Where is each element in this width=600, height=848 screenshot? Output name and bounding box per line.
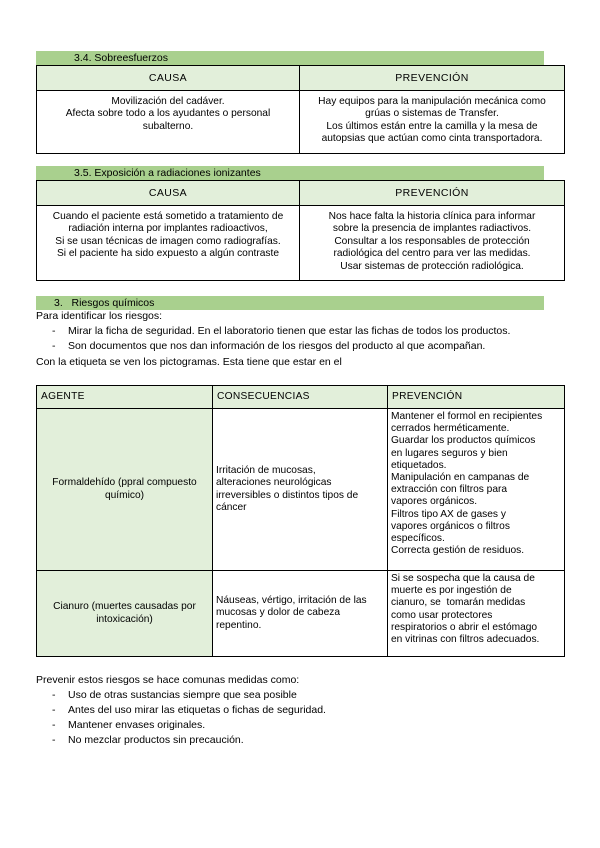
prevencion-line: Guardar los productos químicos (391, 435, 536, 447)
prevencion-line: Manipulación en campanas de (391, 472, 530, 484)
list-item: - Mirar la ficha de seguridad. En el laboratorio tienen que estar las fichas de todos los productos. (36, 324, 510, 339)
section-3-title: 3. Riesgos químicos (54, 297, 155, 309)
prevencion-cell (388, 571, 565, 657)
agente-line: Cianuro (muertes causadas por (53, 601, 196, 613)
agente-cell (37, 571, 213, 657)
prevencion-line: etiquetados. (391, 459, 447, 471)
list-item: - Uso de otras sustancias siempre que sea posible (36, 688, 326, 703)
consecuencias-line: alteraciones neurológicas (216, 477, 332, 489)
causa-header: CAUSA (37, 181, 300, 206)
causa-cell (37, 206, 300, 281)
prevencion-line: específicos. (391, 533, 445, 545)
table-row (37, 571, 565, 657)
causa-line: radiación interna por implantes radioactivos, (68, 223, 268, 235)
causa-line: Afecta sobre todo a los ayudantes o personal (65, 108, 271, 120)
list-item: - Mantener envases originales. (36, 718, 326, 733)
sobreesfuerzos-table (36, 65, 565, 154)
section-3-title-band (36, 296, 544, 310)
list-item: - No mezclar productos sin precaución. (36, 733, 326, 748)
agentes-table (36, 385, 565, 657)
prevencion-header: PREVENCIÓN (300, 181, 565, 206)
consecuencias-cell (213, 571, 388, 657)
consecuencias-line: irreversibles o distintos tipos de (216, 489, 359, 501)
prevencion-cell (388, 409, 565, 571)
prevencion-header: PREVENCIÓN (388, 386, 565, 409)
causa-line: Si el paciente ha sido expuesto a algún contraste (56, 248, 279, 260)
causa-line: Movilización del cadáver. (111, 96, 225, 107)
radiaciones-table (36, 180, 565, 281)
section-3-5-title: 3.5. Exposición a radiaciones ionizantes (74, 167, 261, 179)
agente-cell (37, 409, 213, 571)
prevencion-line: grúas o sistemas de Transfer. (365, 108, 499, 120)
prevencion-cell (300, 91, 565, 154)
section-3-4-title-band (36, 51, 544, 65)
consecuencias-line: mucosas y dolor de cabeza (216, 607, 341, 619)
consecuencias-line: repentino. (216, 619, 262, 631)
causa-line: Cuando el paciente está sometido a tratamiento de (52, 211, 284, 222)
prevencion-line: Consultar a los responsables de protección (334, 235, 530, 247)
prevencion-line: en lugares seguros y bien (391, 447, 508, 459)
list-item: - Son documentos que nos dan información de los riesgos del producto al que acompañan. (36, 339, 510, 354)
agente-header: AGENTE (37, 386, 213, 409)
list-item: - Antes del uso mirar las etiquetas o fichas de seguridad. (36, 703, 326, 718)
prevencion-line: extracción con filtros para (391, 484, 508, 496)
prevencion-line: muerte es por ingestión de (391, 585, 512, 597)
prevencion-line: Los últimos están entre la camilla y la mesa de (326, 120, 538, 132)
prevencion-line: cianuro, se tomarán medidas (391, 597, 526, 609)
prevencion-line: como usar protectores (391, 609, 493, 621)
agente-line: químico) (104, 489, 145, 501)
causa-header: CAUSA (37, 66, 300, 91)
table-row (37, 409, 565, 571)
prevencion-line: vapores orgánicos o filtros (391, 520, 510, 532)
identify-list (36, 324, 510, 354)
prevencion-line: Hay equipos para la manipulación mecánica como (318, 96, 546, 107)
section-3-4-title: 3.4. Sobreesfuerzos (74, 52, 168, 64)
section-3-5-title-band (36, 166, 544, 180)
prevencion-line: autopsias que actúan como cinta transportadora. (321, 133, 543, 145)
agente-line: Formaldehído (ppral compuesto (52, 477, 197, 489)
closing-intro: Prevenir estos riesgos se hace comunas medidas como: (36, 674, 300, 686)
prevencion-cell (300, 206, 565, 281)
prevencion-line: Usar sistemas de protección radiológica. (340, 260, 524, 272)
prevencion-line: Correcta gestión de residuos. (391, 545, 525, 557)
causa-line: subalterno. (142, 120, 194, 132)
causa-line: Si se usan técnicas de imagen como radiografías. (55, 235, 281, 247)
prevencion-line: respiratorios o abrir el estómago (391, 621, 538, 633)
prevencion-line: cerrados herméticamente. (391, 423, 510, 435)
consecuencias-line: Náuseas, vértigo, irritación de las (216, 595, 367, 607)
prevencion-header: PREVENCIÓN (300, 66, 565, 91)
prevencion-line: vapores orgánicos. (391, 496, 478, 508)
consecuencias-line: cáncer (216, 501, 247, 513)
prevencion-line: Nos hace falta la historia clínica para informar (328, 211, 536, 222)
closing-list (36, 688, 326, 748)
label-note: Con la etiqueta se ven los pictogramas. Esta tiene que estar en el (36, 356, 342, 368)
consecuencias-cell (213, 409, 388, 571)
identify-intro: Para identificar los riesgos: (36, 310, 163, 322)
prevencion-line: radiológica del centro para ver las medidas. (333, 248, 531, 260)
prevencion-line: en vitrinas con filtros adecuados. (391, 634, 540, 646)
prevencion-line: sobre la presencia de implantes radiactivos. (332, 223, 532, 235)
consecuencias-header: CONSECUENCIAS (213, 386, 388, 409)
agente-line: intoxicación) (96, 613, 153, 625)
causa-cell (37, 91, 300, 154)
consecuencias-line: Irritación de mucosas, (216, 465, 316, 477)
prevencion-line: Filtros tipo AX de gases y (391, 508, 506, 520)
prevencion-line: Mantener el formol en recipientes (391, 411, 543, 422)
prevencion-line: Si se sospecha que la causa de (391, 573, 535, 584)
